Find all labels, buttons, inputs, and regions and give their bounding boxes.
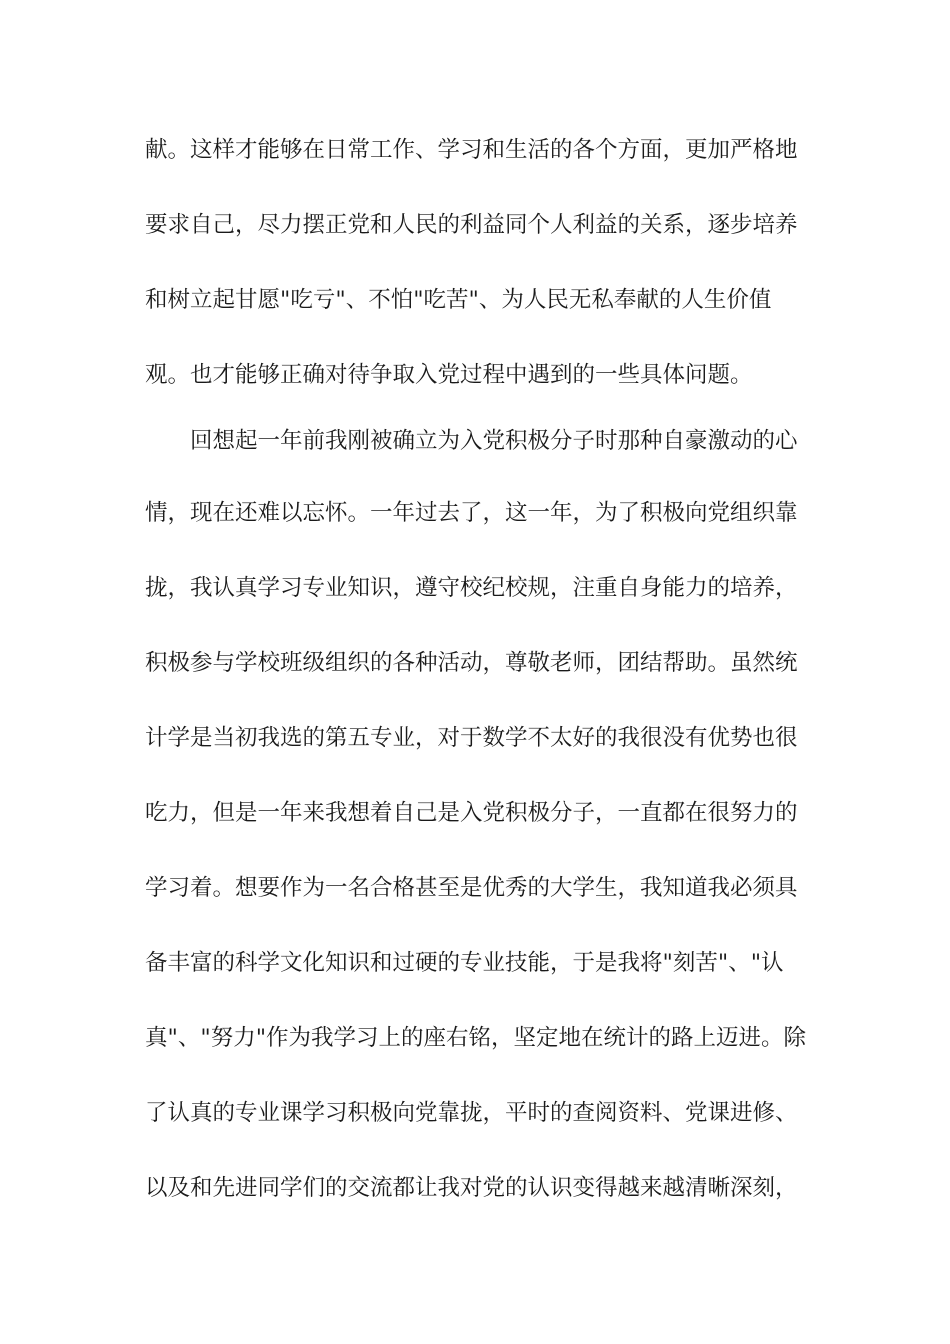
text-line: 备丰富的科学文化知识和过硬的专业技能，于是我将"刻苦"、"认 xyxy=(145,950,784,976)
text-line: 以及和先进同学们的交流都让我对党的认识变得越来越清晰深刻， xyxy=(145,1175,798,1201)
text-line: 情，现在还难以忘怀。一年过去了，这一年，为了积极向党组织靠 xyxy=(145,500,798,526)
text-line: 学习着。想要作为一名合格甚至是优秀的大学生，我知道我必须具 xyxy=(145,875,798,901)
text-line: 积极参与学校班级组织的各种活动，尊敬老师，团结帮助。虽然统 xyxy=(145,650,798,676)
text-line: 观。也才能够正确对待争取入党过程中遇到的一些具体问题。 xyxy=(145,362,753,388)
text-line: 献。这样才能够在日常工作、学习和生活的各个方面，更加严格地 xyxy=(145,137,798,163)
text-line: 和树立起甘愿"吃亏"、不怕"吃苦"、为人民无私奉献的人生价值 xyxy=(145,287,772,313)
paragraph-first-line: 回想起一年前我刚被确立为入党积极分子时那种自豪激动的心 xyxy=(190,428,798,454)
text-line: 真"、"努力"作为我学习上的座右铭，坚定地在统计的路上迈进。除 xyxy=(145,1025,807,1051)
text-line: 吃力，但是一年来我想着自己是入党积极分子，一直都在很努力的 xyxy=(145,800,798,826)
text-line: 了认真的专业课学习积极向党靠拢，平时的查阅资料、党课进修、 xyxy=(145,1100,798,1126)
text-line: 要求自己，尽力摆正党和人民的利益同个人利益的关系，逐步培养 xyxy=(145,212,798,238)
text-line: 拢，我认真学习专业知识，遵守校纪校规，注重自身能力的培养， xyxy=(145,575,798,601)
text-line: 计学是当初我选的第五专业，对于数学不太好的我很没有优势也很 xyxy=(145,725,798,751)
